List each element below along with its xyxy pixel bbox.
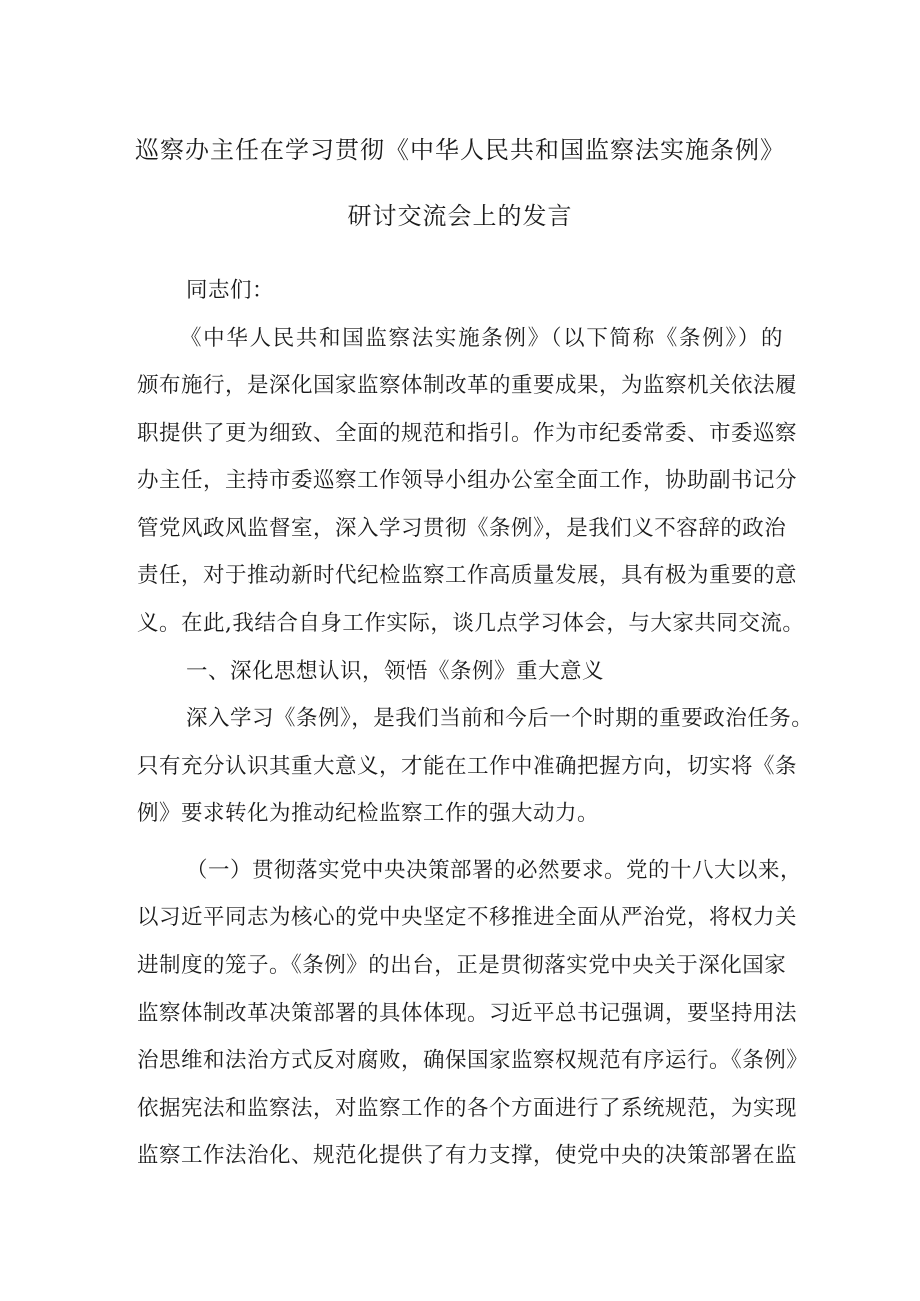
paragraph-line: 只有充分认识其重大意义，才能在工作中准确把握方向，切实将《条 [137, 754, 798, 779]
paragraph-line: 例》要求转化为推动纪检监察工作的强大动力。 [137, 801, 600, 826]
greeting: 同志们： [186, 278, 275, 303]
paragraph-line: 义。在此,我结合自身工作实际，谈几点学习体会，与大家共同交流。 [137, 611, 805, 636]
document-title-line-2: 研讨交流会上的发言 [347, 202, 573, 230]
document-title-line-1: 巡察办主任在学习贯彻《中华人民共和国监察法实施条例》 [135, 136, 785, 164]
paragraph-line: 治思维和法治方式反对腐败，确保国家监察权规范有序运行。《条例》 [137, 1048, 809, 1073]
paragraph-line: 办主任，主持市委巡察工作领导小组办公室全面工作，协助副书记分 [137, 468, 798, 493]
section-heading: 一、深化思想认识，领悟《条例》重大意义 [186, 659, 605, 684]
paragraph-line: 职提供了更为细致、全面的规范和指引。作为市纪委常委、市委巡察 [137, 421, 798, 446]
subsection-heading-line: （一）贯彻落实党中央决策部署的必然要求。党的十八大以来， [186, 858, 803, 883]
paragraph-line: 进制度的笼子。《条例》的出台，正是贯彻落实党中央关于深化国家 [137, 953, 787, 978]
paragraph-line: 责任，对于推动新时代纪检监察工作高质量发展，具有极为重要的意 [137, 563, 798, 588]
paragraph-line: 深入学习《条例》，是我们当前和今后一个时期的重要政治任务。 [186, 706, 814, 731]
paragraph-line: 颁布施行，是深化国家监察体制改革的重要成果，为监察机关依法履 [137, 373, 798, 398]
paragraph-line: 管党风政风监督室，深入学习贯彻《条例》，是我们义不容辞的政治 [137, 516, 787, 541]
paragraph-line: 监察体制改革决策部署的具体体现。习近平总书记强调，要坚持用法 [137, 1001, 798, 1026]
paragraph-line: 依据宪法和监察法，对监察工作的各个方面进行了系统规范，为实现 [137, 1096, 798, 1121]
paragraph-line: 监察工作法治化、规范化提供了有力支撑，使党中央的决策部署在监 [137, 1143, 798, 1168]
paragraph-line: 《中华人民共和国监察法实施条例》（以下简称《条例》）的 [180, 326, 783, 351]
paragraph-line: 以习近平同志为核心的党中央坚定不移推进全面从严治党，将权力关 [137, 905, 798, 930]
